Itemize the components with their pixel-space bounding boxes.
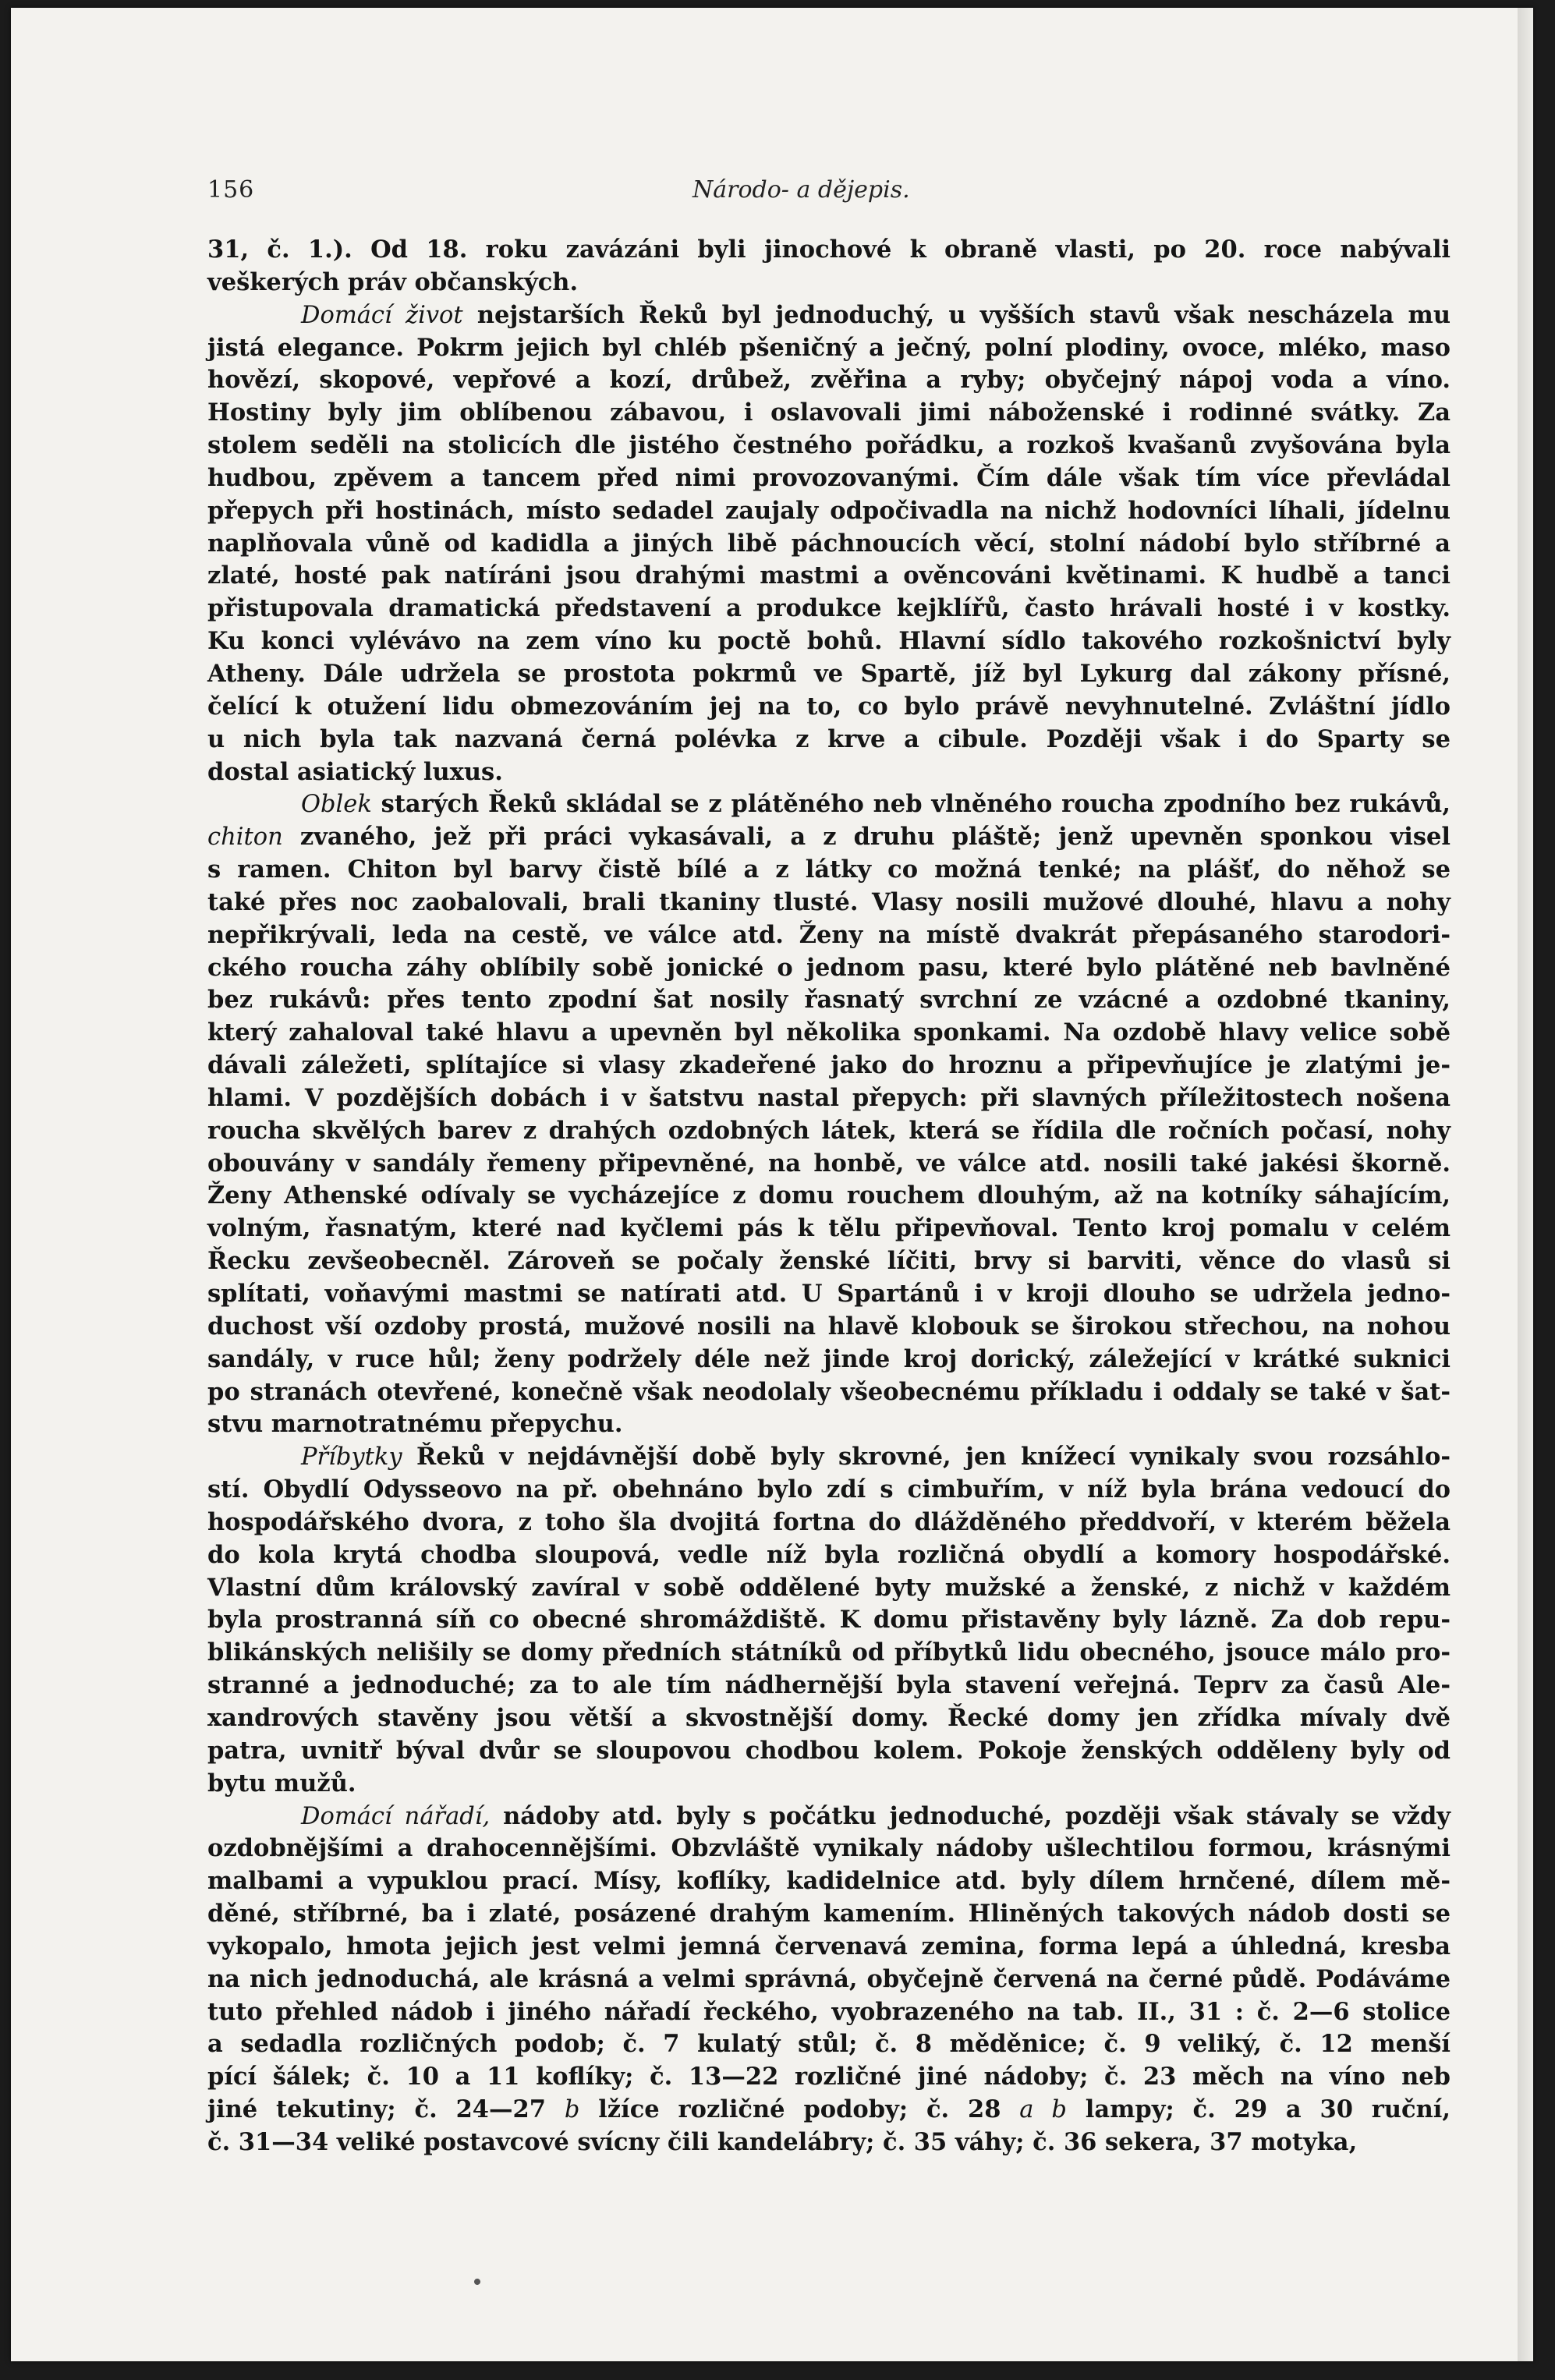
text-line: také přes noc zaobalovali, brali tkaniny tlusté. Vlasy nosili mužové dlouhé, hlavu a nohy xyxy=(207,887,1451,916)
text-line: tuto přehled nádob i jiného nářadí řeckého, vyobrazeného na tab. II., 31 : č. 2—6 stolice xyxy=(207,1997,1451,2026)
text-line: u nich byla tak nazvaná černá polévka z krve a cibule. Později však i do Sparty se xyxy=(207,724,1451,753)
text-line: hospodářského dvora, z toho šla dvojitá fortna do dlážděného předdvoří, v kterém běžela xyxy=(207,1507,1451,1536)
text-line: nepřikrývali, leda na cestě, ve válce atd. Ženy na místě dvakrát přepásaného starodori- xyxy=(207,920,1451,949)
text-line: do kola krytá chodba sloupová, vedle níž byla rozličná obydlí a komory hospodářské. xyxy=(207,1540,1451,1569)
text-line: čelící k otužení lidu obmezováním jej na to, co bylo právě nevyhnutelné. Zvláštní jídlo xyxy=(207,692,1451,721)
text-line: Vlastní dům královský zavíral v sobě oddělené byty mužské a ženské, z nichž v každém xyxy=(207,1573,1451,1602)
text-line: xandrových stavěny jsou větší a skvostnější domy. Řecké domy jen zřídka mívaly dvě xyxy=(207,1703,1451,1732)
text-line: přistupovala dramatická představení a produkce kejklířů, často hrávali hosté i v kostky. xyxy=(207,594,1451,623)
text-line: stranné a jednoduché; za to ale tím nádhernější byla stavení veřejná. Teprv za časů Ale- xyxy=(207,1671,1451,1700)
text-line: stvu marnotratnému přepychu. xyxy=(207,1410,623,1439)
lead-term: Domácí život xyxy=(301,301,463,329)
text-line: patra, uvnitř býval dvůr se sloupovou chodbou kolem. Pokoje ženských odděleny byly od xyxy=(207,1736,1451,1765)
text-line: malbami a vypuklou prací. Mísy, koflíky, kadidelnice atd. byly dílem hrnčené, dílem mě- xyxy=(207,1867,1451,1896)
text-line: bez rukávů: přes tento zpodní šat nosily řasnatý svrchní ze vzácné a ozdobné tkaniny, xyxy=(207,986,1451,1015)
text-line: volným, řasnatým, které nad kyčlemi pás k tělu připevňoval. Tento kroj pomalu v celém xyxy=(207,1214,1451,1243)
text-line: ckého roucha záhy oblíbily sobě jonické o jednom pasu, které bylo plátěné neb bavlněné xyxy=(207,953,1451,982)
text-line: zlaté, hosté pak natíráni jsou drahými mastmi a ověncováni květinami. K hudbě a tanci xyxy=(207,561,1451,590)
text-line: Příbytky Řeků v nejdávnější době byly skrovné, jen knížecí vynikaly svou rozsáhlo- xyxy=(301,1443,1451,1472)
text-line: s ramen. Chiton byl barvy čistě bílé a z látky co možná tenké; na plášť, do něhož se xyxy=(207,855,1451,884)
text-line: přepych při hostinách, místo sedadel zaujaly odpočivadla na nichž hodovníci líhali, jídelnu xyxy=(207,496,1451,525)
text-line: Oblek starých Řeků skládal se z plátěného neb vlněného roucha zpodního bez rukávů, xyxy=(301,790,1451,819)
lead-term: Oblek xyxy=(301,791,372,819)
text-line: roucha skvělých barev z drahých ozdobných látek, která se řídila dle ročních počasí, nohy xyxy=(207,1116,1451,1145)
text-line: jiné tekutiny; č. 24—27 b lžíce rozličné podoby; č. 28 a b lampy; č. 29 a 30 ruční, xyxy=(207,2095,1451,2124)
text-line: pící šálek; č. 10 a 11 koflíky; č. 13—22 rozličné jiné nádoby; č. 23 měch na víno neb xyxy=(207,2063,1451,2091)
text-line: duchost vší ozdoby prostá, mužové nosili na hlavě klobouk se širokou střechou, na nohou xyxy=(207,1312,1451,1341)
text-line: blikánských nelišily se domy předních státníků od příbytků lidu obecného, jsouce málo pro- xyxy=(207,1638,1451,1667)
text-line: 31, č. 1.). Od 18. roku zavázáni byli jinochové k obraně vlasti, po 20. roce nabývali xyxy=(207,236,1451,264)
text-line: který zahaloval také hlavu a upevněn byl několika sponkami. Na ozdobě hlavy velice sobě xyxy=(207,1018,1451,1047)
text-line: naplňovala vůně od kadidla a jiných libě páchnoucích věcí, stolní nádobí bylo stříbrné a xyxy=(207,529,1451,558)
text-line: splítati, voňavými mastmi se natírati atd. U Spartánů i v kroji dlouho se udržela jedno- xyxy=(207,1280,1451,1308)
lead-term: Domácí nářadí, xyxy=(301,1802,491,1830)
text-line: Atheny. Dále udržela se prostota pokrmů ve Spartě, jíž byl Lykurg dal zákony přísné, xyxy=(207,659,1451,688)
text-line: hlami. V pozdějších dobách i v šatstvu nastal přepych: při slavných příležitostech nošena xyxy=(207,1083,1451,1112)
paragraph-domaci-naradi xyxy=(207,1801,1451,2159)
text-line: dostal asiatický luxus. xyxy=(207,757,503,786)
text-line: obouvány v sandály řemeny připevněné, na honbě, ve válce atd. nosili také jakési škorně. xyxy=(207,1149,1451,1178)
lead-term: Příbytky xyxy=(301,1443,402,1472)
body-text xyxy=(207,234,1451,2159)
page-number: 156 xyxy=(207,176,255,204)
text-line: a sedadla rozličných podob; č. 7 kulatý stůl; č. 8 měděnice; č. 9 veliký, č. 12 menší xyxy=(207,2030,1451,2059)
text-line: děné, stříbrné, ba i zlaté, posázené drahým kamením. Hliněných takových nádob dosti se xyxy=(207,1900,1451,1928)
text-line: sandály, v ruce hůl; ženy podržely déle než jinde kroj dorický, záležející v krátké suknici xyxy=(207,1344,1451,1373)
text-line: stolem seděli na stolicích dle jistého čestného pořádku, a rozkoš kvašanů zvyšována byla xyxy=(207,431,1451,460)
running-header xyxy=(207,176,1455,215)
text-line: Hostiny byly jim oblíbenou zábavou, i oslavovali jimi náboženské i rodinné svátky. Za xyxy=(207,398,1451,427)
text-line: stí. Obydlí Odysseovo na př. obehnáno bylo zdí s cimbuřím, v níž byla brána vedoucí do xyxy=(207,1475,1451,1504)
paragraph-oblek xyxy=(207,788,1451,1441)
text-line: jistá elegance. Pokrm jejich byl chléb pšeničný a ječný, polní plodiny, ovoce, mléko, maso xyxy=(207,333,1451,362)
paragraph-domaci-zivot xyxy=(207,299,1451,789)
text-line: chiton zvaného, jež při práci vykasávali, a z druhu pláště; jenž upevněn sponkou visel xyxy=(207,823,1451,852)
text-line: Domácí nářadí, nádoby atd. byly s počátku jednoduché, později však stávaly se vždy xyxy=(301,1801,1451,1830)
text-line: byla prostranná síň co obecné shromáždiště. K domu přistavěny byly lázně. Za dob repu- xyxy=(207,1606,1451,1634)
text-line: hovězí, skopové, vepřové a kozí, drůbež, zvěřina a ryby; obyčejný nápoj voda a víno. xyxy=(207,366,1451,395)
running-title: Národo- a dějepis. xyxy=(692,176,910,204)
text-line: bytu mužů. xyxy=(207,1769,356,1797)
text-line: po stranách otevřené, konečně však neodolaly všeobecnému příkladu i oddaly se také v šat- xyxy=(207,1377,1451,1406)
text-line: Domácí život nejstarších Řeků byl jednoduchý, u vyšších stavů však nescházela mu xyxy=(301,300,1451,329)
text-line: na nich jednoduchá, ale krásná a velmi správná, obyčejně červená na černé půdě. Podáváme xyxy=(207,1964,1451,1993)
text-line: Ženy Athenské odívaly se vycházejíce z domu rouchem dlouhým, až na kotníky sáhajícím, xyxy=(207,1181,1451,1210)
text-line: č. 31—34 veliké postavcové svícny čili kandelábry; č. 35 váhy; č. 36 sekera, 37 motyka, xyxy=(207,2127,1358,2156)
text-line: Ku konci vylévávo na zem víno ku poctě bohů. Hlavní sídlo takového rozkošnictví byly xyxy=(207,627,1451,656)
paragraph-intro xyxy=(207,234,1451,299)
text-line: ozdobnějšími a drahocennějšími. Obzvláště vynikaly nádoby ušlechtilou formou, krásnými xyxy=(207,1834,1451,1863)
text-line: dávali záležeti, splítajíce si vlasy zkadeřené jako do hroznu a připevňujíce je zlatými je- xyxy=(207,1051,1451,1080)
text-line: Řecku zevšeobecněl. Zároveň se počaly ženské líčiti, brvy si barviti, věnce do vlasů si xyxy=(207,1247,1451,1276)
page-edge xyxy=(1518,8,1533,2361)
text-line: hudbou, zpěvem a tancem před nimi provozovanými. Čím dále však tím více převládal xyxy=(207,463,1451,492)
text-line: veškerých práv občanských. xyxy=(207,267,579,296)
paragraph-pribytky xyxy=(207,1441,1451,1800)
text-line: vykopalo, hmota jejich jest velmi jemná červenavá zemina, forma lepá a úhledná, kresba xyxy=(207,1932,1451,1960)
